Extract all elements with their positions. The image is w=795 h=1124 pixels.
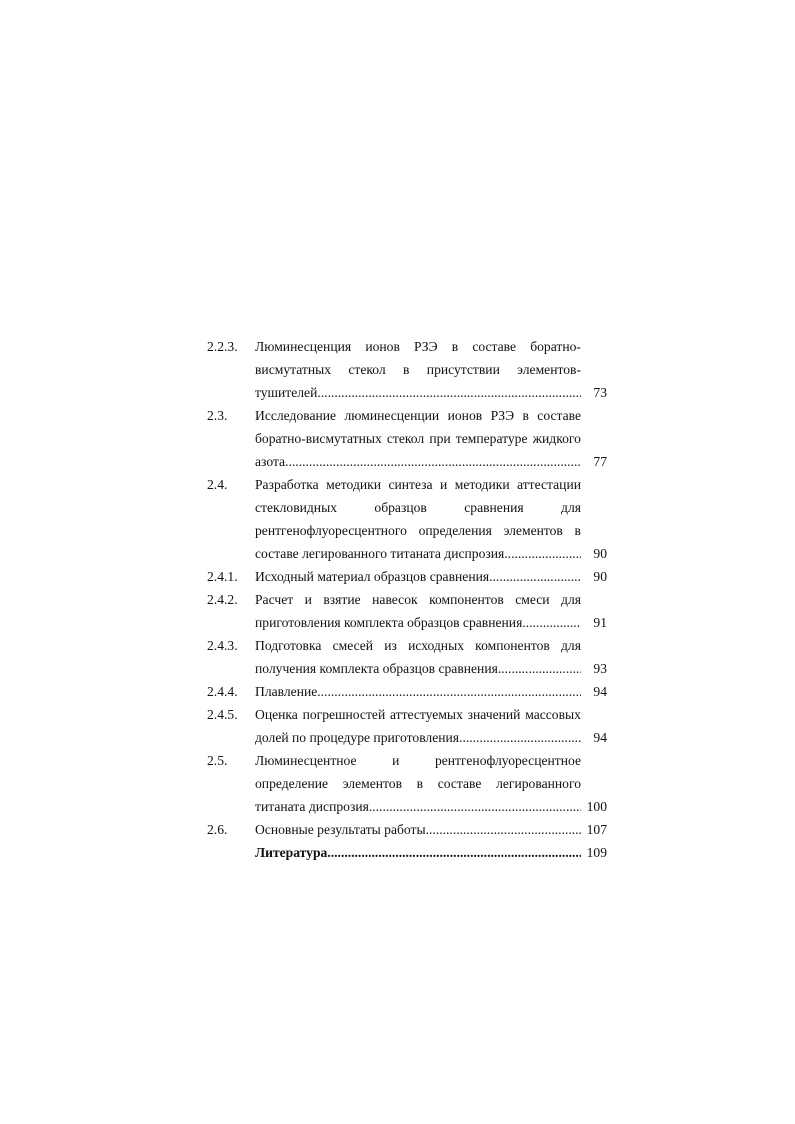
page-number: 94 (593, 684, 607, 699)
section-number: 2.3. (207, 408, 228, 423)
title-word: составе (437, 776, 482, 791)
section-title (255, 588, 581, 634)
title-word: составе (537, 408, 581, 423)
section-number: 2.4.5. (207, 707, 238, 722)
title-line (255, 588, 581, 611)
title-word: для (561, 638, 581, 653)
title-word: в (574, 523, 581, 538)
title-line (255, 358, 581, 381)
title-word: температуре (455, 431, 528, 446)
section-title (255, 473, 581, 565)
toc-entry (207, 473, 607, 565)
title-word: составе (472, 339, 517, 354)
title-word: ионов (365, 339, 400, 354)
title-word: методики (326, 477, 382, 492)
dot-leader (504, 542, 581, 565)
title-word: аттестуемых (389, 707, 463, 722)
title-word: Оценка (255, 707, 298, 722)
title-line (255, 634, 581, 657)
title-word: в (416, 776, 424, 791)
toc-entry (207, 335, 607, 404)
section-number: 2.6. (207, 822, 228, 837)
title-word: Люминесцентное (255, 753, 357, 768)
title-last-line: долей по процедуре приготовления (255, 730, 460, 745)
title-last-line: азота (255, 454, 286, 469)
section-title (255, 634, 581, 680)
dot-leader (327, 841, 581, 864)
section-title (255, 565, 581, 588)
title-word: боратно- (530, 339, 581, 354)
title-word: и (392, 753, 400, 768)
title-word: ионов (447, 408, 483, 423)
section-number: 2.4.1. (207, 569, 238, 584)
title-line (255, 335, 581, 358)
section-title (255, 680, 581, 703)
title-last-line: Основные результаты работы (255, 822, 426, 837)
title-word: легированного (496, 776, 581, 791)
title-word: и (440, 477, 448, 492)
title-line (255, 473, 581, 496)
title-word: при (429, 431, 451, 446)
dot-leader (489, 565, 581, 588)
toc-entry (207, 841, 607, 864)
title-word: Исследование (255, 408, 337, 423)
page-number: 90 (593, 546, 607, 561)
title-word: методики (454, 477, 510, 492)
title-line (255, 749, 581, 772)
section-title (255, 335, 581, 404)
title-last-line: Плавление (255, 684, 318, 699)
toc-entry (207, 588, 607, 634)
section-number: 2.4.3. (207, 638, 238, 653)
title-word: Люминесценция (255, 339, 352, 354)
section-number: 2.2.3. (207, 339, 238, 354)
title-word: боратно-висмутатных (255, 431, 382, 446)
title-word: и (304, 592, 312, 607)
title-word: смесей (332, 638, 374, 653)
dot-leader (317, 381, 581, 404)
title-word: рентгенофлуоресцентное (434, 753, 581, 768)
title-word: массовых (525, 707, 581, 722)
toc-entry (207, 565, 607, 588)
title-word: элементов (503, 523, 563, 538)
page-number: 100 (586, 799, 607, 814)
title-line (255, 404, 581, 427)
title-word: исходных (408, 638, 464, 653)
section-number (207, 841, 255, 864)
title-last-line: составе легированного титаната диспрозия (255, 546, 505, 561)
title-word: РЗЭ (414, 339, 438, 354)
title-word: люминесценции (344, 408, 440, 423)
section-number: 2.4.2. (207, 592, 238, 607)
title-word: компонентов (429, 592, 504, 607)
title-last-line: Исходный материал образцов сравнения (255, 569, 490, 584)
table-of-contents (207, 335, 607, 864)
title-word: присутствии (426, 362, 500, 377)
title-word: навесок (372, 592, 418, 607)
title-word: образцов (374, 500, 427, 515)
page-number: 93 (593, 661, 607, 676)
title-word: рентгенофлуоресцентного (255, 523, 407, 538)
page-number: 94 (593, 730, 607, 745)
title-word: элементов (342, 776, 403, 791)
title-word: Разработка (255, 477, 319, 492)
toc-entry (207, 634, 607, 680)
title-last-line: Литература (255, 845, 328, 860)
page-number: 109 (586, 845, 607, 860)
title-word: в (522, 408, 529, 423)
title-word: аттестации (517, 477, 581, 492)
title-word: висмутатных (255, 362, 332, 377)
title-last-line: приготовления комплекта образцов сравнения (255, 615, 523, 630)
title-line (255, 496, 581, 519)
title-word: стекловидных (255, 500, 338, 515)
section-number: 2.4.4. (207, 684, 238, 699)
title-word: для (561, 592, 581, 607)
toc-entry (207, 404, 607, 473)
title-word: определения (418, 523, 492, 538)
title-line (255, 427, 581, 450)
title-word: элементов- (517, 362, 581, 377)
dot-leader (498, 657, 581, 680)
title-line (255, 519, 581, 542)
section-title (255, 818, 581, 841)
title-word: для (561, 500, 581, 515)
title-word: Подготовка (255, 638, 322, 653)
page-number: 107 (586, 822, 607, 837)
dot-leader (522, 611, 581, 634)
toc-entry (207, 818, 607, 841)
title-word: погрешностей (302, 707, 386, 722)
title-word: из (384, 638, 397, 653)
dot-leader (285, 450, 581, 473)
dot-leader (369, 795, 581, 818)
page-number: 77 (593, 454, 607, 469)
title-word: жидкого (532, 431, 581, 446)
title-word: взятие (323, 592, 361, 607)
title-word: компонентов (475, 638, 550, 653)
section-title (255, 749, 581, 818)
dot-leader (317, 680, 581, 703)
title-line (255, 703, 581, 726)
page-number: 73 (593, 385, 607, 400)
title-word: РЗЭ (490, 408, 515, 423)
section-number: 2.4. (207, 477, 228, 492)
toc-entry (207, 680, 607, 703)
title-word: смеси (515, 592, 550, 607)
title-last-line: титаната диспрозия (255, 799, 369, 814)
dot-leader (426, 818, 581, 841)
title-word: стекол (386, 431, 425, 446)
toc-entry (207, 703, 607, 749)
page-number: 90 (593, 569, 607, 584)
title-word: в (403, 362, 410, 377)
title-last-line: получения комплекта образцов сравнения (255, 661, 498, 676)
toc-entry (207, 749, 607, 818)
title-word: Расчет (255, 592, 294, 607)
title-last-line: тушителей (255, 385, 318, 400)
title-line (255, 772, 581, 795)
section-title (255, 841, 581, 864)
title-word: синтеза (388, 477, 433, 492)
title-word: сравнения (464, 500, 524, 515)
dot-leader (459, 726, 581, 749)
title-word: в (451, 339, 459, 354)
section-title (255, 703, 581, 749)
page-number: 91 (593, 615, 607, 630)
title-word: определение (255, 776, 329, 791)
title-word: стекол (348, 362, 386, 377)
title-word: значений (467, 707, 521, 722)
section-number: 2.5. (207, 753, 228, 768)
section-title (255, 404, 581, 473)
